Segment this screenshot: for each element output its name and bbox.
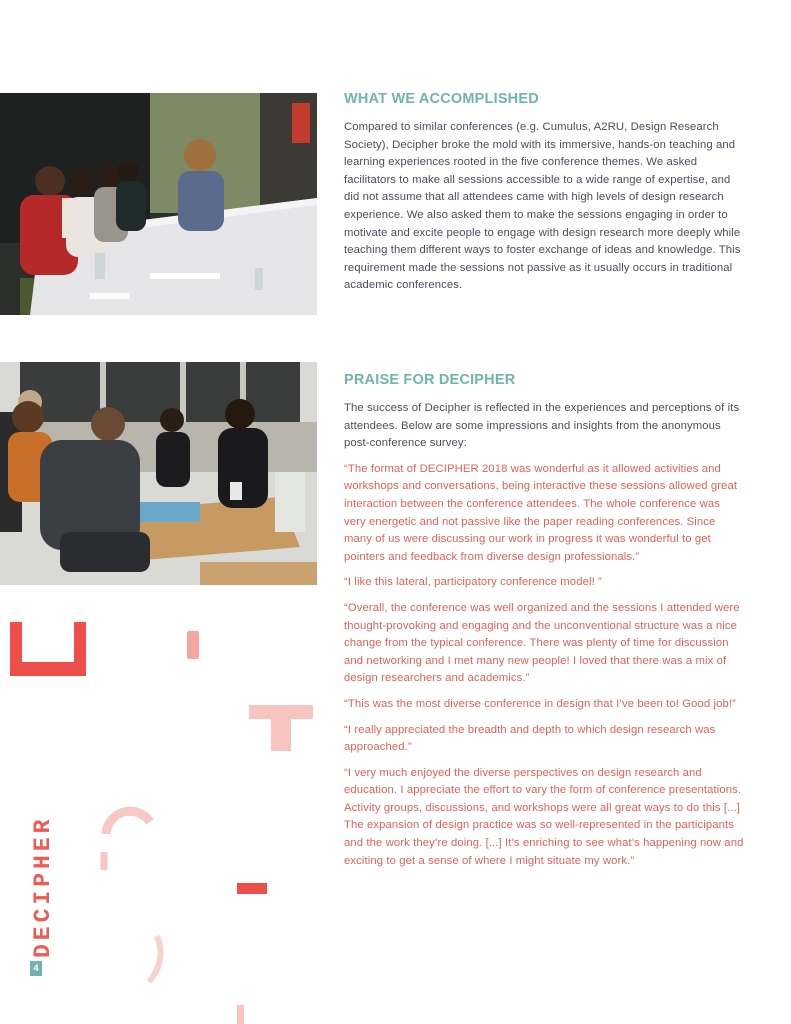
- decorative-bar-shape: [187, 631, 199, 659]
- decorative-curve-shape: [143, 934, 167, 984]
- praise-heading: PRAISE FOR DECIPHER: [344, 372, 516, 388]
- praise-intro: The success of Decipher is reflected in the experiences and perceptions of its attendees. Below are some impressions and insights from the anonymous post-conference survey:: [344, 402, 740, 450]
- decorative-t-shape: [249, 705, 313, 751]
- quote-4: “This was the most diverse conference in design that I’ve been to! Good job!”: [344, 697, 736, 710]
- accomplished-heading: WHAT WE ACCOMPLISHED: [344, 91, 539, 107]
- decipher-logo-text: DECIPHER: [30, 815, 56, 958]
- decorative-dash-shape: [237, 883, 267, 894]
- quote-3: “Overall, the conference was well organized and the sessions I attended were thought-provoking and engaging and the unconventional structure was a nice change from the typical conference. There was plenty of time for discussion and networking and I met many new people! I loved that there was a mix of design researchers and academics.”: [344, 601, 740, 685]
- page-number: 4: [30, 961, 42, 976]
- workshop-group-photo: [0, 362, 317, 585]
- decorative-arc-shape: [100, 792, 156, 882]
- praise-section: [344, 372, 744, 870]
- quote-2: “I like this lateral, participatory conference model! ”: [344, 576, 602, 589]
- accomplished-section: [344, 91, 744, 295]
- quote-5: “I really appreciated the breadth and depth to which design research was approached.”: [344, 723, 716, 754]
- quote-6: “I very much enjoyed the diverse perspectives on design research and education. I appreciate the effort to vary the form of conference presentations. Activity groups, discussions, and workshops were all great ways to do this [...] The expansion of design practice was so well-represented in the participants and the work they’re doing. [...] It’s enriching to see what’s happening now and exciting to get a sense of where I might situate my work.”: [344, 766, 744, 867]
- quote-1: “The format of DECIPHER 2018 was wonderful as it allowed activities and workshops and conversations, being interactive these sessions allowed great interaction between the conference attendees. The whole conference was very energetic and not passive like the paper reading conferences. Since many of us were discussing our work in progress it was wonderful to get pointers and feedback from diverse design professionals.”: [344, 462, 738, 563]
- decorative-bracket-shape: [10, 622, 86, 676]
- panel-discussion-photo: [0, 93, 317, 315]
- decorative-stem-shape: [237, 1005, 244, 1024]
- accomplished-body: Compared to similar conferences (e.g. Cumulus, A2RU, Design Research Society), Decipher broke the mold with its immersive, hands-on teaching and learning experiences rooted in the five conference themes. We asked facilitators to make all sessions accessible to a wide range of expertise, and did not assume that all attendees came with high levels of design research experience. We also asked them to make the sessions engaging in order to motivate and excite people to engage with design research more deeply while teaching them different ways to foster exchange of ideas and knowledge. This requirement made the sessions not passive as it usually occurs in traditional academic conferences.: [344, 121, 741, 292]
